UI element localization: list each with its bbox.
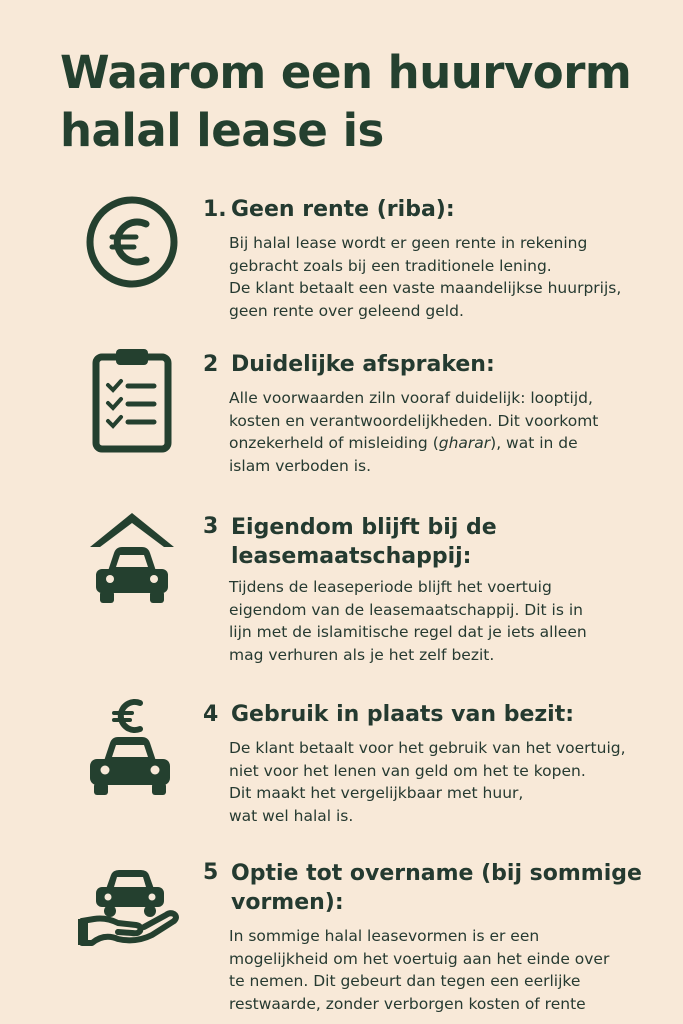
point-heading: Geen rente (riba): xyxy=(231,197,455,222)
point-number: 2 xyxy=(203,352,219,377)
point-number: 3 xyxy=(203,514,219,539)
point-number: 1. xyxy=(203,197,227,222)
title-line: Waarom een huurvorm xyxy=(60,46,632,99)
point-description: Tijdens de leaseperiode blijft het voertuig eigendom van de leasemaatschappij. Dit is in lijn met de islamitische regel dat je iets alleen mag verhuren als je het zelf bezit. xyxy=(229,578,587,664)
point-description: Alle voorwaarden ziln vooraf duidelijk: looptijd, kosten en verantwoordelijkheden. Dit voorkomt onzekerheld of misleiding (gharar), wat in de islam verboden is. xyxy=(229,389,599,475)
point-description: De klant betaalt voor het gebruik van het voertuig, niet voor het lenen van geld om het te kopen. Dit maakt het vergelijkbaar met huur, wat wel halal is. xyxy=(229,739,626,825)
point-description: Bij halal lease wordt er geen rente in rekening gebracht zoals bij een traditionele lening. De klant betaalt een vaste maandelijkse huurprijs, geen rente over geleend geld. xyxy=(229,234,622,320)
point-heading: Gebruik in plaats van bezit: xyxy=(231,702,575,727)
page-title xyxy=(60,44,660,160)
title-line: halal lease is xyxy=(60,104,384,157)
hand-holding-car-icon xyxy=(78,861,182,947)
point-heading: Optie tot overname (bij sommige vormen): xyxy=(231,861,642,915)
point-heading: Duidelijke afspraken: xyxy=(231,352,495,377)
point-number: 4 xyxy=(203,702,219,727)
point-number: 5 xyxy=(203,860,219,885)
point-description: In sommige halal leasevormen is er een mogelijkheid om het voertuig aan het einde over te nemen. Dit gebeurt dan tegen een eerlijke restwaarde, zonder verborgen kosten of rente xyxy=(229,927,610,1013)
point-heading: Eigendom blijft bij de leasemaatschappij: xyxy=(231,515,497,569)
euro-circle-icon xyxy=(84,194,180,290)
car-under-roof-icon xyxy=(86,507,178,607)
euro-car-icon xyxy=(84,695,176,801)
clipboard-checklist-icon xyxy=(92,347,172,453)
